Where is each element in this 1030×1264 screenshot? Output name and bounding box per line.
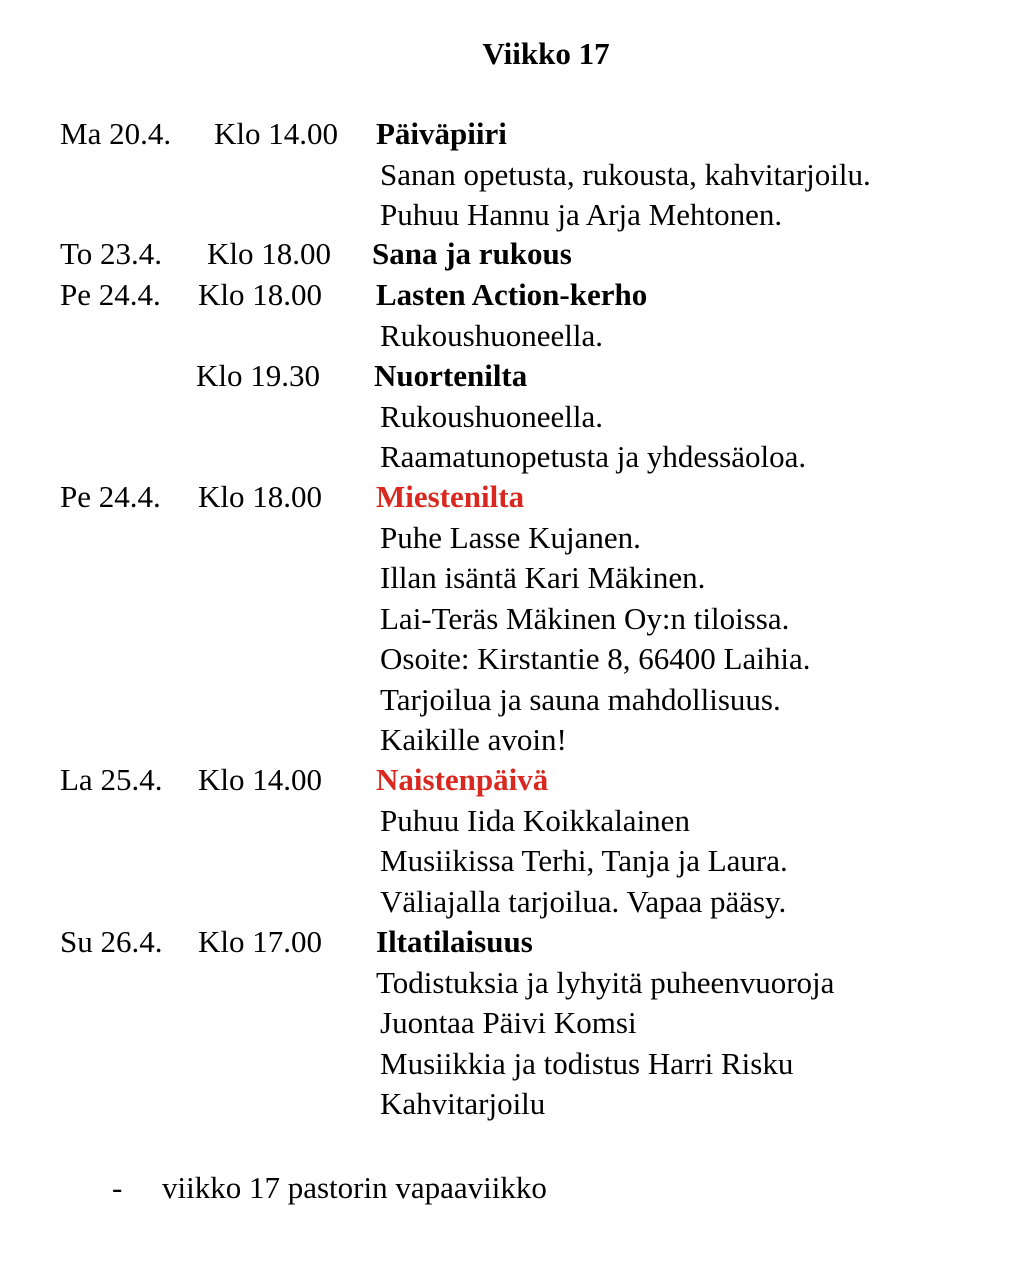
event-day: Pe 24.4. [60, 479, 161, 514]
event-time: Klo 18.00 [207, 236, 331, 271]
event-name: Päiväpiiri [376, 116, 507, 151]
event-detail: Sanan opetusta, rukousta, kahvitarjoilu. [380, 157, 871, 192]
event-detail: Väliajalla tarjoilua. Vapaa pääsy. [380, 884, 787, 919]
note-bullet: - [112, 1170, 123, 1205]
event-time: Klo 14.00 [198, 762, 322, 797]
event-detail: Kaikille avoin! [380, 722, 567, 757]
event-name: Lasten Action-kerho [376, 277, 648, 312]
event-time: Klo 19.30 [196, 358, 320, 393]
event-detail: Tarjoilua ja sauna mahdollisuus. [380, 682, 781, 717]
event-detail: Puhuu Hannu ja Arja Mehtonen. [380, 197, 783, 232]
event-detail: Todistuksia ja lyhyitä puheenvuoroja [376, 965, 835, 1000]
event-detail: Puhe Lasse Kujanen. [380, 520, 641, 555]
event-detail: Rukoushuoneella. [380, 399, 603, 434]
event-day: To 23.4. [60, 236, 163, 271]
event-time: Klo 18.00 [198, 277, 322, 312]
event-day: Pe 24.4. [60, 277, 161, 312]
event-detail: Osoite: Kirstantie 8, 66400 Laihia. [380, 641, 811, 676]
event-detail: Lai-Teräs Mäkinen Oy:n tiloissa. [380, 601, 790, 636]
event-name: Sana ja rukous [372, 236, 572, 271]
event-name: Iltatilaisuus [376, 924, 533, 959]
event-detail: Puhuu Iida Koikkalainen [380, 803, 690, 838]
note-text: viikko 17 pastorin vapaaviikko [162, 1170, 547, 1205]
event-detail: Kahvitarjoilu [380, 1086, 546, 1121]
event-name: Naistenpäivä [376, 762, 549, 797]
event-time: Klo 18.00 [198, 479, 322, 514]
event-name: Nuortenilta [374, 358, 528, 393]
event-detail: Juontaa Päivi Komsi [380, 1005, 637, 1040]
event-day: La 25.4. [60, 762, 163, 797]
event-time: Klo 14.00 [214, 116, 338, 151]
event-detail: Raamatunopetusta ja yhdessäoloa. [380, 439, 807, 474]
event-detail: Musiikissa Terhi, Tanja ja Laura. [380, 843, 788, 878]
event-day: Ma 20.4. [60, 116, 172, 151]
event-detail: Illan isäntä Kari Mäkinen. [380, 560, 706, 595]
event-detail: Musiikkia ja todistus Harri Risku [380, 1046, 794, 1081]
page-title: Viikko 17 [482, 36, 610, 71]
event-name: Miestenilta [376, 479, 525, 514]
event-day: Su 26.4. [60, 924, 163, 959]
event-detail: Rukoushuoneella. [380, 318, 603, 353]
event-time: Klo 17.00 [198, 924, 322, 959]
